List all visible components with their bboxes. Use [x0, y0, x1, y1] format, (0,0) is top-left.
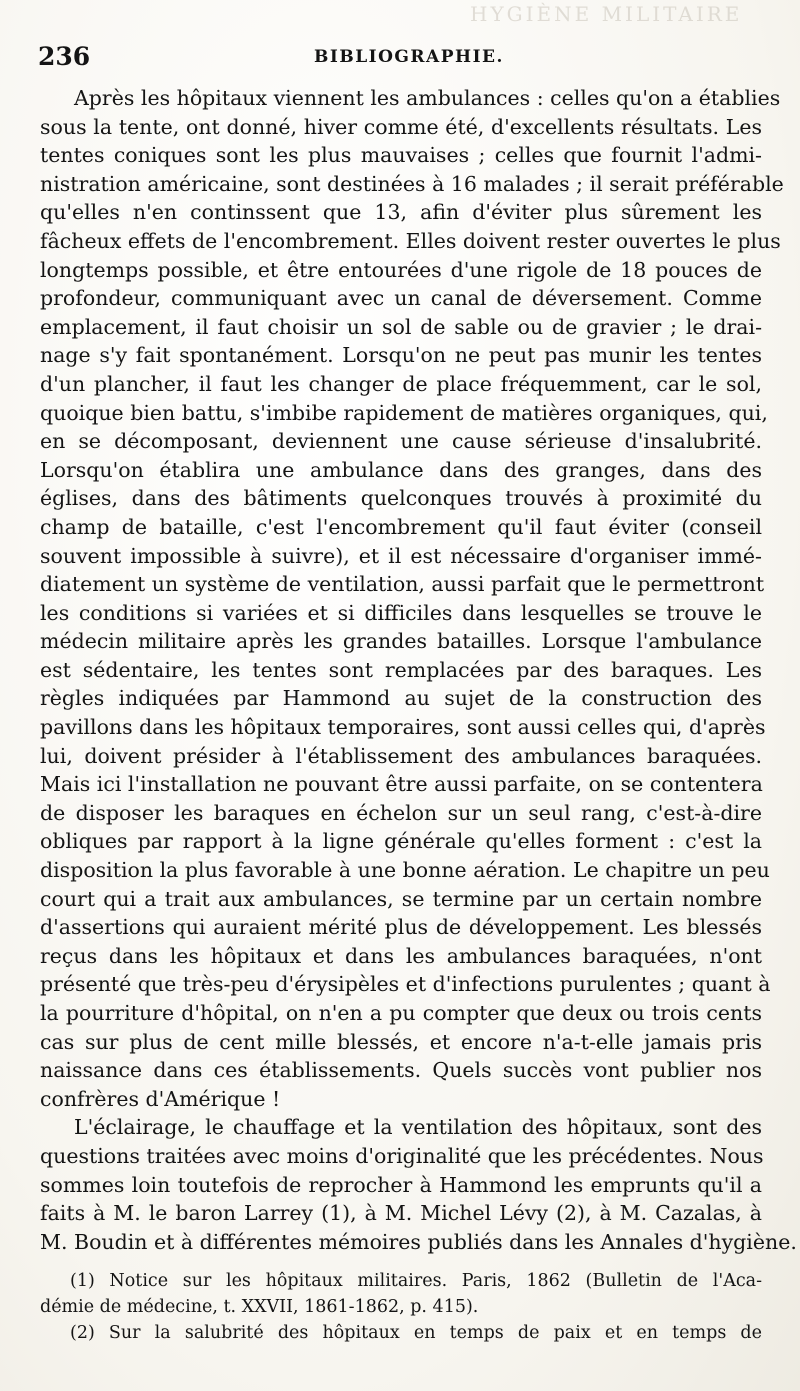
text-line: confrères d'Amérique !	[40, 1086, 281, 1111]
text-line: emplacement, il faut choisir un sol de sable ou de gravier ; le drai-	[40, 314, 762, 339]
text-line: fâcheux effets de l'encombrement. Elles doivent rester ouvertes le plus	[40, 228, 781, 253]
paragraph-1	[40, 84, 784, 1113]
text-line: médecin militaire après les grandes batailles. Lorsque l'ambulance	[40, 629, 762, 654]
text-line: nage s'y fait spontanément. Lorsqu'on ne peut pas munir les tentes	[40, 343, 762, 368]
text-line: souvent impossible à suivre), et il est nécessaire d'organiser immé-	[40, 543, 762, 568]
text-line: lui, doivent présider à l'établissement des ambulances baraquées.	[40, 743, 762, 768]
text-line: nistration américaine, sont destinées à 16 malades ; il serait préférable	[40, 171, 784, 196]
text-line: diatement un système de ventilation, aussi parfait que le permettront	[40, 572, 765, 597]
text-line: de disposer les baraques en échelon sur un seul rang, c'est-à-dire	[40, 800, 762, 825]
footnotes	[40, 1268, 762, 1346]
text-line: tentes coniques sont les plus mauvaises ; celles que fournit l'admi-	[40, 143, 762, 168]
text-line: questions traitées avec moins d'originalité que les précédentes. Nous	[40, 1143, 764, 1168]
text-line: règles indiquées par Hammond au sujet de la construction des	[40, 686, 762, 711]
text-line: M. Boudin et à différentes mémoires publiés dans les Annales d'hygiène.	[40, 1229, 797, 1254]
body-text	[40, 84, 797, 1256]
text-line: L'éclairage, le chauffage et la ventilation des hôpitaux, sont des	[74, 1115, 762, 1140]
text-line: Lorsqu'on établira une ambulance dans des granges, dans des	[40, 457, 762, 482]
text-line: présenté que très-peu d'érysipèles et d'infections purulentes ; quant à	[40, 972, 771, 997]
text-line: naissance dans ces établissements. Quels succès vont publier nos	[40, 1058, 762, 1083]
text-line: cas sur plus de cent mille blessés, et encore n'a-t-elle jamais pris	[40, 1029, 762, 1054]
text-line: disposition la plus favorable à une bonne aération. Le chapitre un peu	[40, 858, 770, 883]
text-line: d'un plancher, il faut les changer de place fréquemment, car le sol,	[40, 371, 762, 396]
text-line: longtemps possible, et être entourées d'une rigole de 18 pouces de	[40, 257, 762, 282]
text-line: qu'elles n'en continssent que 13, afin d'éviter plus sûrement les	[40, 200, 762, 225]
text-line: court qui a trait aux ambulances, se termine par un certain nombre	[40, 886, 762, 911]
text-line: sous la tente, ont donné, hiver comme été, d'excellents résultats. Les	[40, 114, 762, 139]
text-line: sommes loin toutefois de reprocher à Hammond les emprunts qu'il a	[40, 1172, 762, 1197]
footnote-line: démie de médecine, t. XXVII, 1861-1862, p. 415).	[40, 1297, 479, 1317]
text-line: pavillons dans les hôpitaux temporaires, sont aussi celles qui, d'après	[40, 715, 766, 740]
paragraph-2	[40, 1113, 797, 1256]
text-line: quoique bien battu, s'imbibe rapidement de matières organiques, qui,	[40, 400, 768, 425]
page-number: 236	[38, 42, 91, 71]
text-line: en se décomposant, deviennent une cause sérieuse d'insalubrité.	[40, 429, 762, 454]
text-line: reçus dans les hôpitaux et dans les ambulances baraquées, n'ont	[40, 943, 762, 968]
text-line: la pourriture d'hôpital, on n'en a pu compter que deux ou trois cents	[40, 1001, 762, 1025]
bleed-through-text: HYGIÈNE MILITAIRE	[470, 2, 743, 26]
text-line: Après les hôpitaux viennent les ambulances : celles qu'on a établies	[74, 86, 781, 110]
footnote-line: (2) Sur la salubrité des hôpitaux en temps de paix et en temps de	[70, 1323, 762, 1343]
page-header	[38, 42, 762, 72]
text-line: Mais ici l'installation ne pouvant être aussi parfaite, on se contentera	[40, 772, 763, 797]
text-line: les conditions si variées et si difficiles dans lesquelles se trouve le	[40, 600, 762, 625]
text-line: faits à M. le baron Larrey (1), à M. Michel Lévy (2), à M. Cazalas, à	[40, 1201, 762, 1226]
text-line: profondeur, communiquant avec un canal de déversement. Comme	[40, 286, 762, 311]
text-line: églises, dans des bâtiments quelconques trouvés à proximité du	[40, 486, 762, 511]
footnote-line: (1) Notice sur les hôpitaux militaires. Paris, 1862 (Bulletin de l'Aca-	[70, 1271, 762, 1291]
running-head: BIBLIOGRAPHIE.	[314, 47, 504, 67]
text-line: champ de bataille, c'est l'encombrement qu'il faut éviter (conseil	[40, 514, 762, 539]
text-line: obliques par rapport à la ligne générale qu'elles forment : c'est la	[40, 829, 762, 854]
text-line: d'assertions qui auraient mérité plus de développement. Les blessés	[40, 915, 762, 940]
text-line: est sédentaire, les tentes sont remplacées par des baraques. Les	[40, 657, 762, 682]
